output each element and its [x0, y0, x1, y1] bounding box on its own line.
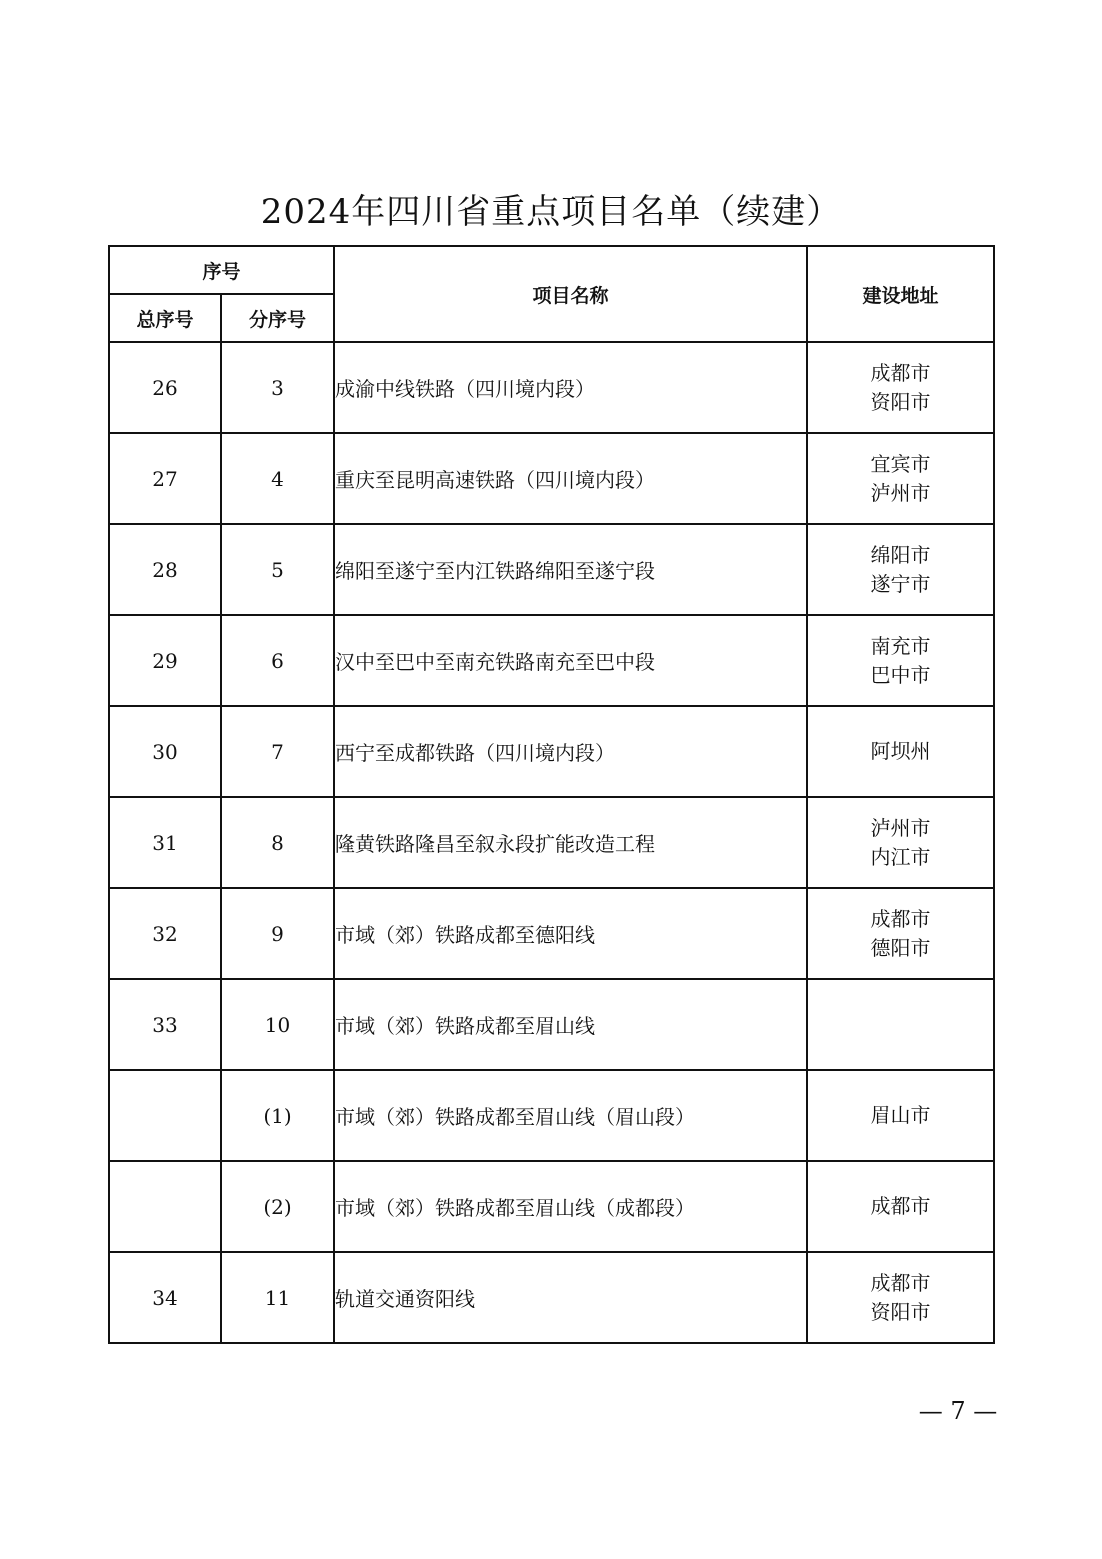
project-name-cell: 汉中至巴中至南充铁路南充至巴中段: [334, 615, 807, 706]
page-number: — 7 —: [918, 1397, 998, 1425]
location-cell: [807, 979, 994, 1070]
table-row: [109, 342, 994, 433]
project-name-cell: 市域（郊）铁路成都至眉山线（眉山段）: [334, 1070, 807, 1161]
location-text: 成都市: [870, 1270, 931, 1295]
location-text: 南充市: [870, 633, 931, 658]
sub-seq-cell: (2): [221, 1161, 334, 1252]
header-project-name: 项目名称: [334, 246, 807, 342]
header-location: 建设地址: [807, 246, 994, 342]
location-cell: [807, 615, 994, 706]
location-text: 成都市: [870, 906, 931, 931]
location-cell: [807, 797, 994, 888]
sub-seq-cell: 3: [221, 342, 334, 433]
page-title: 2024年四川省重点项目名单（续建）: [260, 192, 842, 232]
project-name-cell: 成渝中线铁路（四川境内段）: [334, 342, 807, 433]
table-row: [109, 1161, 994, 1252]
sub-seq-cell: 9: [221, 888, 334, 979]
location-cell: [807, 888, 994, 979]
project-name-cell: 隆黄铁路隆昌至叙永段扩能改造工程: [334, 797, 807, 888]
project-name-cell: 重庆至昆明高速铁路（四川境内段）: [334, 433, 807, 524]
location-text: 内江市: [870, 844, 931, 869]
total-seq-cell: 33: [109, 979, 221, 1070]
total-seq-cell: 28: [109, 524, 221, 615]
total-seq-cell: 32: [109, 888, 221, 979]
header-sub-seq: 分序号: [221, 294, 334, 342]
location-cell: [807, 1161, 994, 1252]
location-text: 资阳市: [870, 389, 931, 414]
table-row: [109, 1252, 994, 1343]
total-seq-cell: 30: [109, 706, 221, 797]
location-text: 资阳市: [870, 1299, 931, 1324]
total-seq-cell: 26: [109, 342, 221, 433]
location-text: 泸州市: [870, 480, 931, 505]
project-name-cell: 市域（郊）铁路成都至眉山线（成都段）: [334, 1161, 807, 1252]
sub-seq-cell: 4: [221, 433, 334, 524]
project-table: [108, 245, 995, 1344]
location-cell: [807, 433, 994, 524]
project-name-cell: 绵阳至遂宁至内江铁路绵阳至遂宁段: [334, 524, 807, 615]
project-name-cell: 市域（郊）铁路成都至德阳线: [334, 888, 807, 979]
total-seq-cell: [109, 1070, 221, 1161]
location-cell: [807, 1252, 994, 1343]
table-row: [109, 615, 994, 706]
sub-seq-cell: 6: [221, 615, 334, 706]
location-text: 阿坝州: [870, 739, 931, 763]
table-row: [109, 524, 994, 615]
table-row: [109, 888, 994, 979]
project-name-cell: 轨道交通资阳线: [334, 1252, 807, 1343]
location-text: 巴中市: [870, 662, 931, 687]
location-text: 宜宾市: [870, 451, 931, 476]
sub-seq-cell: 11: [221, 1252, 334, 1343]
location-text: 遂宁市: [870, 571, 931, 596]
table-row: [109, 706, 994, 797]
location-cell: [807, 706, 994, 797]
sub-seq-cell: 10: [221, 979, 334, 1070]
location-cell: [807, 342, 994, 433]
sub-seq-cell: 8: [221, 797, 334, 888]
location-cell: [807, 1070, 994, 1161]
total-seq-cell: 27: [109, 433, 221, 524]
sub-seq-cell: 5: [221, 524, 334, 615]
sub-seq-cell: (1): [221, 1070, 334, 1161]
table-row: [109, 797, 994, 888]
header-seq: 序号: [109, 246, 334, 294]
table-row: [109, 979, 994, 1070]
table-body: [109, 342, 994, 1343]
total-seq-cell: 29: [109, 615, 221, 706]
project-name-cell: 西宁至成都铁路（四川境内段）: [334, 706, 807, 797]
table-row: [109, 433, 994, 524]
location-text: 成都市: [870, 1194, 931, 1218]
project-name-cell: 市域（郊）铁路成都至眉山线: [334, 979, 807, 1070]
sub-seq-cell: 7: [221, 706, 334, 797]
location-text: 德阳市: [870, 935, 931, 960]
total-seq-cell: [109, 1161, 221, 1252]
location-cell: [807, 524, 994, 615]
location-text: 泸州市: [870, 815, 931, 840]
header-total-seq: 总序号: [109, 294, 221, 342]
location-text: 成都市: [870, 360, 931, 385]
total-seq-cell: 34: [109, 1252, 221, 1343]
table-row: [109, 1070, 994, 1161]
location-text: 眉山市: [870, 1103, 931, 1127]
location-text: 绵阳市: [870, 542, 931, 567]
total-seq-cell: 31: [109, 797, 221, 888]
